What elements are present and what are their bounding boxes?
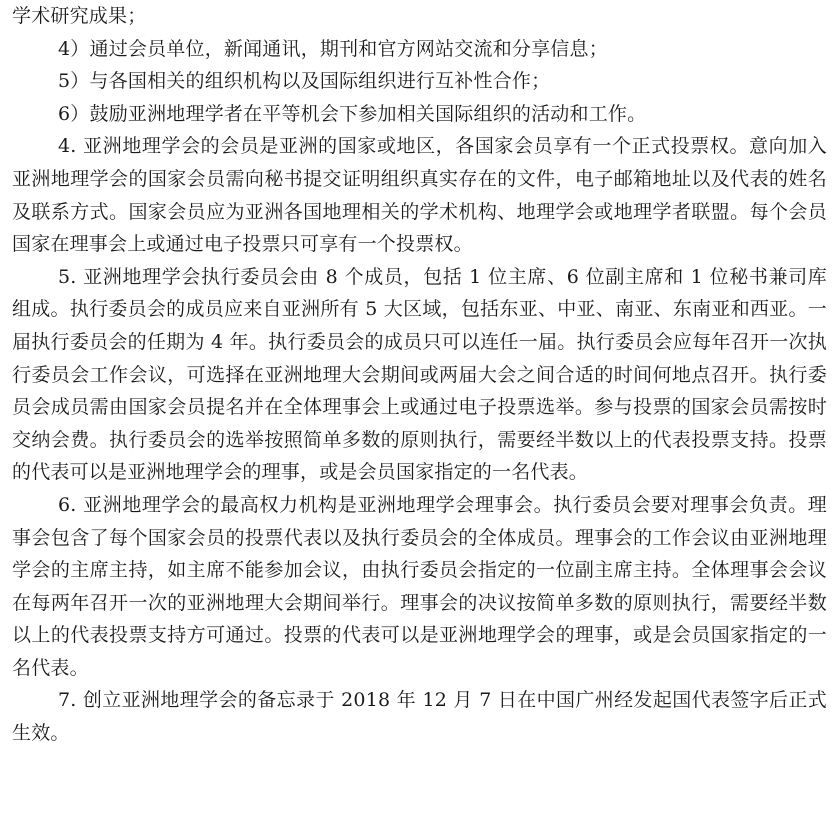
paragraph-6: 6. 亚洲地理学会的最高权力机构是亚洲地理学会理事会。执行委员会要对理事会负责。理事会包含了每个国家会员的投票代表以及执行委员会的全体成员。理事会的工作会议由亚洲地理学会的主席主持，如主席不能参加会议，由执行委员会指定的一位副主席主持。全体理事会会议在每两年召开一次的亚洲地理大会期间举行。理事会的决议按简单多数的原则执行，需要经半数以上的代表投票支持方可通过。投票的代表可以是亚洲地理学会的理事，或是会员国家指定的一名代表。 xyxy=(12,493,827,679)
paragraph-4: 4. 亚洲地理学会的会员是亚洲的国家或地区，各国家会员享有一个正式投票权。意向加入亚洲地理学会的国家会员需向秘书提交证明组织真实存在的文件，电子邮箱地址以及代表的姓名及联系方式。国家会员应为亚洲各国地理相关的学术机构、地理学会或地理学者联盟。每个会员国家在理事会上或通过电子投票只可享有一个投票权。 xyxy=(12,135,827,256)
document-body xyxy=(12,0,827,750)
list-item-4: 4）通过会员单位，新闻通讯，期刊和官方网站交流和分享信息； xyxy=(58,37,608,60)
paragraph-5: 5. 亚洲地理学会执行委员会由 8 个成员，包括 1 位主席、6 位副主席和 1 位秘书兼司库组成。执行委员会的成员应来自亚洲所有 5 大区域，包括东亚、中亚、南亚、东南亚和西亚。一届执行委员会的任期为 4 年。执行委员会的成员只可以连任一届。执行委员会应每年召开一次执行委员会工作会议，可选择在亚洲地理大会期间或两届大会之间合适的时间何地点召开。执行委员会成员需由国家会员提名并在全体理事会上或通过电子投票选举。参与投票的国家会员需按时交纳会费。执行委员会的选举按照简单多数的原则执行，需要经半数以上的代表投票支持。投票的代表可以是亚洲地理学会的理事，或是会员国家指定的一名代表。 xyxy=(12,265,827,484)
paragraph-7: 7. 创立亚洲地理学会的备忘录于 2018 年 12 月 7 日在中国广州经发起国代表签字后正式生效。 xyxy=(12,689,827,745)
list-item-5: 5）与各国相关的组织机构以及国际组织进行互补性合作； xyxy=(58,70,551,93)
list-item-6: 6）鼓励亚洲地理学者在平等机会下参加相关国际组织的活动和工作。 xyxy=(58,102,647,125)
intro-line: 学术研究成果； xyxy=(12,5,147,27)
